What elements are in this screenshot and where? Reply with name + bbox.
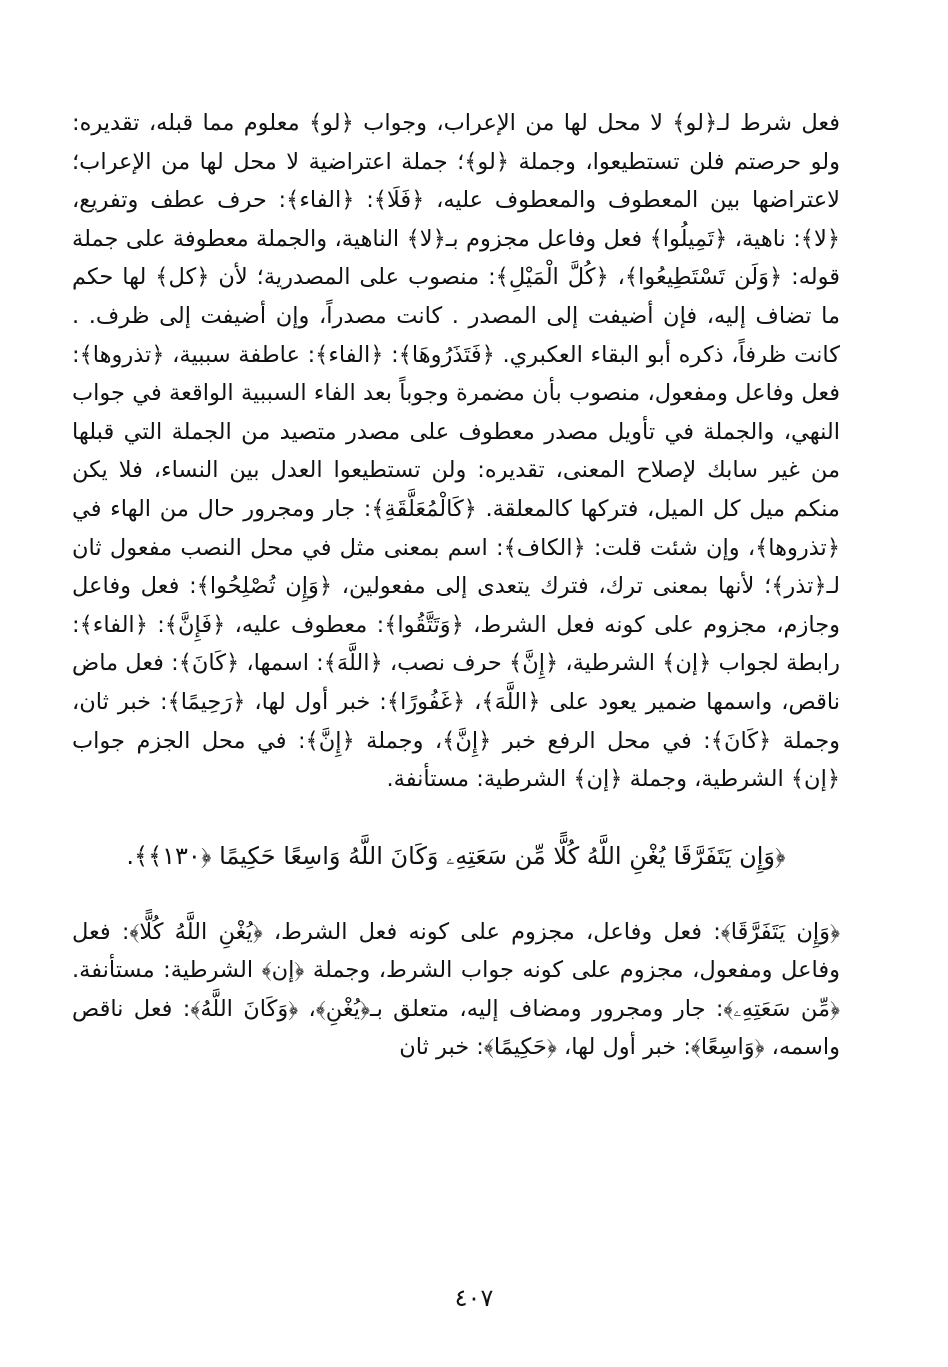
page-number: ٤٠٧ (454, 1284, 494, 1312)
quran-verse: ﴿وَإِن يَتَفَرَّقَا يُغْنِ اللَّهُ كُلًّا مِّن سَعَتِهِۦ وَكَانَ اللَّهُ وَاسِعًا حَكِيمًا ﴿١٣٠﴾﴾. (126, 841, 786, 870)
paragraph-irab-2: ﴿وَإِن يَتَفَرَّقَا﴾: فعل وفاعل، مجزوم على كونه فعل الشرط، ﴿يُغْنِ اللَّهُ كُلًّا﴾: فعل وفاعل ومفعول، مجزوم على كونه جواب الشرط، وجملة ﴿إن﴾ الشرطية: مستأنفة. ﴿مِّن سَعَتِهِۦ﴾: جار ومجرور ومضاف إليه، متعلق بـ﴿يُغْنِ﴾، ﴿وَكَانَ اللَّهُ﴾: فعل ناقص واسمه، ﴿وَاسِعًا﴾: خبر أول لها، ﴿حَكِيمًا﴾: خبر ثان (72, 918, 840, 1061)
page-body (72, 104, 840, 1067)
paragraph-irab-1: فعل شرط لـ﴿لو﴾ لا محل لها من الإعراب، وجواب ﴿لو﴾ معلوم مما قبله، تقديره: ولو حرصتم فلن تستطيعوا، وجملة ﴿لو﴾؛ جملة اعتراضية لا محل لها من الإعراب؛ لاعتراضها بين المعطوف والمعطوف عليه، ﴿فَلَا﴾: ﴿الفاء﴾: حرف عطف وتفريع، ﴿لا﴾: ناهية، ﴿تَمِيلُوا﴾ فعل وفاعل مجزوم بـ﴿لا﴾ الناهية، والجملة معطوفة على جملة قوله: ﴿وَلَن تَسْتَطِيعُوا﴾، ﴿كُلَّ الْمَيْلِ﴾: منصوب على المصدرية؛ لأن ﴿كل﴾ لها حكم ما تضاف إليه، فإن أضيفت إلى المصدر . كانت مصدراً، وإن أضيفت إلى ظرف. . كانت ظرفاً، ذكره أبو البقاء العكبري. ﴿فَتَذَرُوهَا﴾: ﴿الفاء﴾: عاطفة سببية، ﴿تذروها﴾: فعل وفاعل ومفعول، منصوب بأن مضمرة وجوباً بعد الفاء السببية الواقعة في جواب النهي، والجملة في تأويل مصدر معطوف على مصدر متصيد من الجملة التي قبلها من غير سابك لإصلاح المعنى، تقديره: ولن تستطيعوا العدل بين النساء، فلا يكن منكم ميل كل الميل، فتركها كالمعلقة. ﴿كَالْمُعَلَّقَةِ﴾: جار ومجرور حال من الهاء في ﴿تذروها﴾، وإن شئت قلت: ﴿الكاف﴾: اسم بمعنى مثل في محل النصب مفعول ثان لـ﴿تذر﴾؛ لأنها بمعنى ترك، فترك يتعدى إلى مفعولين، ﴿وَإِن تُصْلِحُوا﴾: فعل وفاعل وجازم، مجزوم على كونه فعل الشرط، ﴿وَتَتَّقُوا﴾: معطوف عليه، ﴿فَإِنَّ﴾: ﴿الفاء﴾: رابطة لجواب ﴿إن﴾ الشرطية، ﴿إِنَّ﴾ حرف نصب، ﴿اللَّهَ﴾: اسمها، ﴿كَانَ﴾: فعل ماض ناقص، واسمها ضمير يعود على ﴿اللَّهَ﴾، ﴿غَفُورًا﴾: خبر أول لها، ﴿رَحِيمًا﴾: خبر ثان، وجملة ﴿كَانَ﴾: في محل الرفع خبر ﴿إِنَّ﴾، وجملة ﴿إِنَّ﴾: في محل الجزم جواب ﴿إن﴾ الشرطية، وجملة ﴿إن﴾ الشرطية: مستأنفة. (72, 110, 840, 793)
